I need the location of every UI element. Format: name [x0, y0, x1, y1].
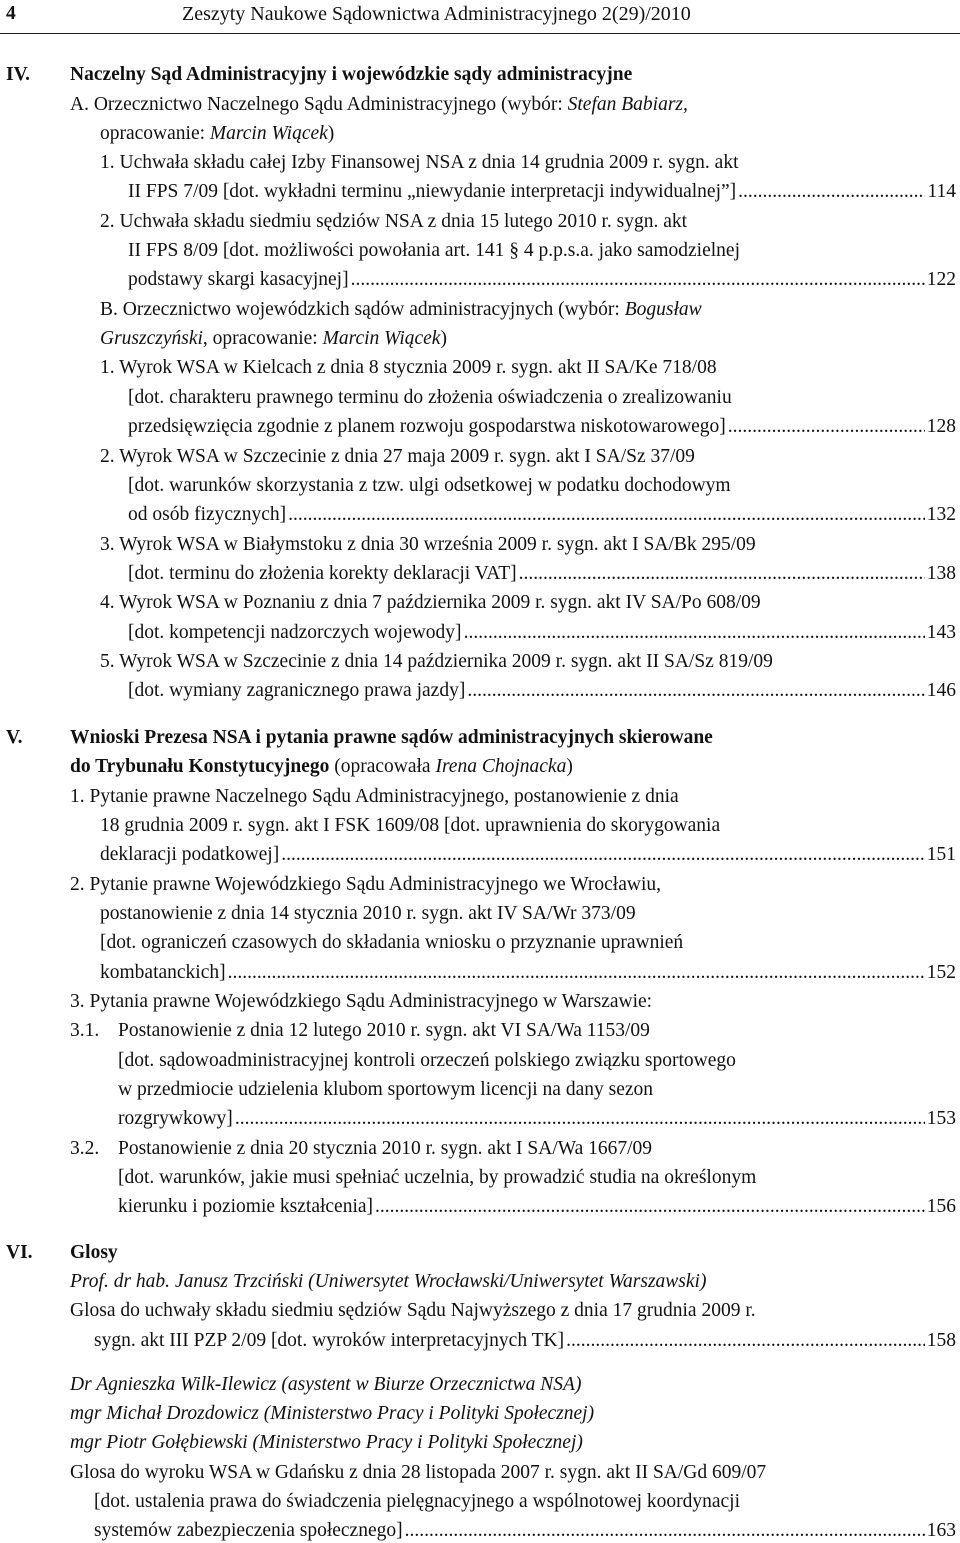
- subsection-a-title: A. Orzecznictwo Naczelnego Sądu Administracyjnego (wybór: Stefan Babiarz,: [70, 94, 688, 115]
- toc-entry-a1-line1: 1. Uchwała składu całej Izby Finansowej NSA z dnia 14 grudnia 2009 r. sygn. akt: [100, 152, 739, 173]
- toc-entry-v2-line3: [dot. ograniczeń czasowych do składania wniosku o przyznanie uprawnień: [100, 932, 684, 953]
- toc-entry-v31-number: 3.1.: [70, 1020, 100, 1041]
- toc-entry-b1-line2: [dot. charakteru prawnego terminu do złożenia oświadczenia o zrealizowaniu: [128, 387, 732, 408]
- page-ref: 128: [926, 416, 956, 437]
- page-ref: 163: [926, 1520, 956, 1541]
- section-iv-title: Naczelny Sąd Administracyjny i wojewódzkie sądy administracyjne: [70, 64, 633, 85]
- toc-entry-gloss1[interactable]: sygn. akt III PZP 2/09 [dot. wyroków interpretacyjnych TK] ..... 158: [94, 1329, 956, 1353]
- running-header: [6, 2, 956, 28]
- toc-entry-v31[interactable]: rozgrywkowy] ..... 153: [118, 1107, 956, 1131]
- toc-entry-b3-line1: 3. Wyrok WSA w Białymstoku z dnia 30 września 2009 r. sygn. akt I SA/Bk 295/09: [100, 534, 756, 555]
- gloss2-author1: Dr Agnieszka Wilk-Ilewicz (asystent w Biurze Orzecznictwa NSA): [70, 1374, 582, 1395]
- page-ref: 158: [926, 1330, 956, 1351]
- page-ref: 143: [926, 622, 956, 643]
- toc-entry-b2-line2: [dot. warunków skorzystania z tzw. ulgi odsetkowej w podatku dochodowym: [128, 475, 731, 496]
- subsection-b-editor: Gruszczyński, opracowanie: Marcin Wiącek): [100, 328, 447, 349]
- gloss2-line1: Glosa do wyroku WSA w Gdańsku z dnia 28 listopada 2007 r. sygn. akt II SA/Gd 609/07: [70, 1462, 767, 1483]
- toc-entry-v31-line1: Postanowienie z dnia 12 lutego 2010 r. sygn. akt VI SA/Wa 1153/09: [118, 1020, 650, 1041]
- page-ref: 152: [926, 962, 956, 983]
- toc-entry-v2-line1: 2. Pytanie prawne Wojewódzkiego Sądu Administracyjnego we Wrocławiu,: [70, 874, 661, 895]
- toc-entry-gloss2[interactable]: systemów zabezpieczenia społecznego] ..... 163: [94, 1519, 956, 1543]
- header-rule: [0, 33, 960, 34]
- toc-entry-v1-line1: 1. Pytanie prawne Naczelnego Sądu Administracyjnego, postanowienie z dnia: [70, 786, 679, 807]
- page-ref: 156: [926, 1196, 956, 1217]
- toc-entry-v32-line2: [dot. warunków, jakie musi spełniać uczelnia, by prowadzić studia na określonym: [118, 1167, 757, 1188]
- section-iv-number: IV.: [6, 64, 31, 85]
- toc-entry-a2[interactable]: podstawy skargi kasacyjnej] ..... 122: [128, 268, 956, 292]
- toc-entry-b5[interactable]: [dot. wymiany zagranicznego prawa jazdy] ..... 146: [128, 679, 956, 703]
- page-ref: 151: [926, 844, 956, 865]
- page-ref: 146: [926, 680, 956, 701]
- toc-entry-b4[interactable]: [dot. kompetencji nadzorczych wojewody] ..... 143: [128, 621, 956, 645]
- page-number: 4: [6, 3, 16, 24]
- toc-entry-v1[interactable]: deklaracji podatkowej] ..... 151: [100, 843, 956, 867]
- toc-entry-b1-line1: 1. Wyrok WSA w Kielcach z dnia 8 stycznia 2009 r. sygn. akt II SA/Ke 718/08: [100, 357, 717, 378]
- toc-entry-b1[interactable]: przedsięwzięcia zgodnie z planem rozwoju gospodarstwa niskotowarowego] ..... 128: [128, 415, 956, 439]
- page-ref: 153: [926, 1108, 956, 1129]
- page-ref: 138: [926, 563, 956, 584]
- gloss2-author3: mgr Piotr Gołębiewski (Ministerstwo Pracy i Polityki Społecznej): [70, 1432, 583, 1453]
- toc-entry-v31-line2: [dot. sądowoadministracyjnej kontroli orzeczeń polskiego związku sportowego: [118, 1050, 736, 1071]
- section-v-number: V.: [6, 727, 23, 748]
- gloss2-author2: mgr Michał Drozdowicz (Ministerstwo Pracy i Polityki Społecznej): [70, 1403, 595, 1424]
- toc-entry-v32-line1: Postanowienie z dnia 20 stycznia 2010 r. sygn. akt I SA/Wa 1667/09: [118, 1138, 653, 1159]
- toc-entry-v32-number: 3.2.: [70, 1138, 100, 1159]
- page-ref: 122: [926, 269, 956, 290]
- subsection-b-title: B. Orzecznictwo wojewódzkich sądów administracyjnych (wybór: Bogusław: [100, 299, 702, 320]
- toc-entry-v1-line2: 18 grudnia 2009 r. sygn. akt I FSK 1609/08 [dot. uprawnienia do skorygowania: [100, 815, 721, 836]
- toc-entry-v2[interactable]: kombatanckich] ..... 152: [100, 961, 956, 985]
- section-vi-number: VI.: [6, 1242, 33, 1263]
- toc-entry-v32[interactable]: kierunku i poziomie kształcenia] ..... 156: [118, 1195, 956, 1219]
- gloss2-line2: [dot. ustalenia prawa do świadczenia pielęgnacyjnego a wspólnotowej koordynacji: [94, 1491, 740, 1512]
- toc-entry-b4-line1: 4. Wyrok WSA w Poznaniu z dnia 7 października 2009 r. sygn. akt IV SA/Po 608/09: [100, 592, 761, 613]
- toc-entry-v31-line3: w przedmiocie udzielenia klubom sportowym licencji na dany sezon: [118, 1079, 654, 1100]
- section-v-title-line2: do Trybunału Konstytucyjnego (opracowała Irena Chojnacka): [70, 756, 573, 777]
- toc-entry-b3[interactable]: [dot. terminu do złożenia korekty deklaracji VAT] ..... 138: [128, 562, 956, 586]
- page-ref: 114: [927, 181, 956, 202]
- journal-title: Zeszyty Naukowe Sądownictwa Administracyjnego 2(29)/2010: [182, 3, 691, 25]
- page-ref: 132: [926, 504, 956, 525]
- toc-entry-a2-line1: 2. Uchwała składu siedmiu sędziów NSA z dnia 15 lutego 2010 r. sygn. akt: [100, 211, 688, 232]
- toc-entry-a1[interactable]: II FPS 7/09 [dot. wykładni terminu „niewydanie interpretacji indywidualnej”] ..... 114: [128, 180, 956, 204]
- gloss1-line1: Glosa do uchwały składu siedmiu sędziów Sądu Najwyższego z dnia 17 grudnia 2009 r.: [70, 1300, 756, 1321]
- gloss1-author: Prof. dr hab. Janusz Trzciński (Uniwersytet Wrocławski/Uniwersytet Warszawski): [70, 1271, 707, 1292]
- toc-entry-a2-line2: II FPS 8/09 [dot. możliwości powołania art. 141 § 4 p.p.s.a. jako samodzielnej: [128, 240, 740, 261]
- toc-entry-b2-line1: 2. Wyrok WSA w Szczecinie z dnia 27 maja 2009 r. sygn. akt I SA/Sz 37/09: [100, 446, 695, 467]
- section-v-title-line1: Wnioski Prezesa NSA i pytania prawne sądów administracyjnych skierowane: [70, 727, 713, 748]
- toc-entry-b2[interactable]: od osób fizycznych] ..... 132: [128, 503, 956, 527]
- subsection-a-editor: opracowanie: Marcin Wiącek): [100, 123, 335, 144]
- toc-entry-v3-title: 3. Pytania prawne Wojewódzkiego Sądu Administracyjnego w Warszawie:: [70, 991, 653, 1012]
- section-vi-title: Glosy: [70, 1242, 118, 1263]
- toc-entry-b5-line1: 5. Wyrok WSA w Szczecinie z dnia 14 października 2009 r. sygn. akt II SA/Sz 819/09: [100, 651, 773, 672]
- toc-entry-v2-line2: postanowienie z dnia 14 stycznia 2010 r. sygn. akt IV SA/Wr 373/09: [100, 903, 636, 924]
